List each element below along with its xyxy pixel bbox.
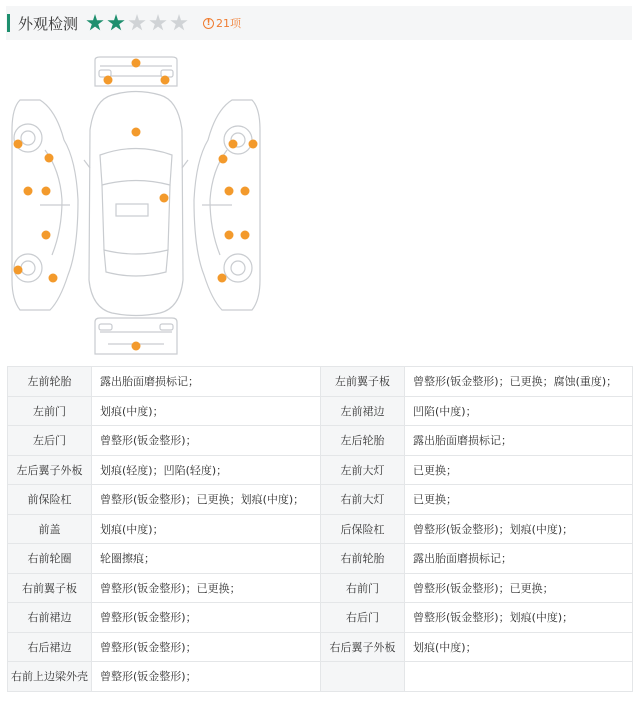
table-row — [8, 603, 633, 633]
damage-marker[interactable] — [42, 187, 51, 196]
car-damage-diagram — [0, 50, 300, 362]
damage-marker[interactable] — [225, 187, 234, 196]
damage-marker[interactable] — [104, 76, 113, 85]
part-label: 左后门 — [8, 426, 92, 456]
defect-value: 露出胎面磨损标记； — [405, 544, 633, 574]
damage-marker[interactable] — [45, 154, 54, 163]
part-label: 右前裙边 — [8, 603, 92, 633]
part-label: 右前大灯 — [321, 485, 405, 515]
defect-value: 曾整形(钣金整形)； — [92, 426, 321, 456]
damage-marker[interactable] — [132, 128, 141, 137]
part-label: 右前上边梁外壳 — [8, 662, 92, 692]
part-label: 左后翼子外板 — [8, 455, 92, 485]
part-label: 前保险杠 — [8, 485, 92, 515]
star-icon — [86, 14, 104, 32]
defect-value: 曾整形(钣金整形)； — [92, 662, 321, 692]
part-label: 左前大灯 — [321, 455, 405, 485]
damage-marker[interactable] — [249, 140, 258, 149]
part-label: 右后裙边 — [8, 632, 92, 662]
defect-value: 轮圈擦痕； — [92, 544, 321, 574]
defect-value: 划痕(中度)； — [405, 632, 633, 662]
damage-marker[interactable] — [49, 274, 58, 283]
defect-value: 露出胎面磨损标记； — [92, 367, 321, 397]
star-icon — [149, 14, 167, 32]
car-top-view — [84, 92, 188, 316]
issue-count[interactable] — [203, 15, 241, 31]
issue-count-label: 21项 — [216, 17, 242, 30]
damage-marker[interactable] — [132, 342, 141, 351]
table-row — [8, 485, 633, 515]
part-label — [321, 662, 405, 692]
defect-value — [405, 662, 633, 692]
section-accent-bar — [7, 14, 10, 32]
part-label: 左前裙边 — [321, 396, 405, 426]
star-icon — [170, 14, 188, 32]
table-row — [8, 367, 633, 397]
part-label: 右前门 — [321, 573, 405, 603]
defect-value: 曾整形(钣金整形)；划痕(中度)； — [405, 603, 633, 633]
part-label: 右前轮圈 — [8, 544, 92, 574]
defect-value: 凹陷(中度)； — [405, 396, 633, 426]
part-label: 左前轮胎 — [8, 367, 92, 397]
defect-value: 曾整形(钣金整形)；已更换； — [405, 573, 633, 603]
damage-marker[interactable] — [160, 194, 169, 203]
defect-value: 曾整形(钣金整形)；已更换；腐蚀(重度)； — [405, 367, 633, 397]
damage-marker[interactable] — [161, 76, 170, 85]
damage-marker[interactable] — [241, 231, 250, 240]
part-label: 右后翼子外板 — [321, 632, 405, 662]
defect-value: 曾整形(钣金整形)；已更换； — [92, 573, 321, 603]
part-label: 右前翼子板 — [8, 573, 92, 603]
info-icon: ! — [203, 18, 214, 29]
defect-value: 已更换； — [405, 485, 633, 515]
part-label: 右前轮胎 — [321, 544, 405, 574]
table-row — [8, 662, 633, 692]
defect-value: 露出胎面磨损标记； — [405, 426, 633, 456]
damage-marker[interactable] — [132, 59, 141, 68]
star-icon — [128, 14, 146, 32]
part-label: 左后轮胎 — [321, 426, 405, 456]
car-right-side-view — [194, 100, 260, 310]
defect-value: 曾整形(钣金整形)；已更换；划痕(中度)； — [92, 485, 321, 515]
damage-marker[interactable] — [14, 140, 23, 149]
table-row — [8, 573, 633, 603]
damage-marker[interactable] — [42, 231, 51, 240]
table-row — [8, 632, 633, 662]
star-icon — [107, 14, 125, 32]
damage-marker[interactable] — [218, 274, 227, 283]
damage-marker[interactable] — [229, 140, 238, 149]
damage-marker[interactable] — [241, 187, 250, 196]
defect-table — [7, 366, 633, 692]
table-row — [8, 426, 633, 456]
defect-value: 划痕(中度)； — [92, 514, 321, 544]
rating-stars — [86, 14, 191, 32]
car-left-side-view — [12, 100, 78, 310]
part-label: 右后门 — [321, 603, 405, 633]
defect-value: 已更换； — [405, 455, 633, 485]
damage-marker[interactable] — [225, 231, 234, 240]
part-label: 左前翼子板 — [321, 367, 405, 397]
damage-marker[interactable] — [24, 187, 33, 196]
table-row — [8, 544, 633, 574]
table-row — [8, 396, 633, 426]
table-row — [8, 514, 633, 544]
defect-value: 曾整形(钣金整形)； — [92, 603, 321, 633]
defect-value: 曾整形(钣金整形)；划痕(中度)； — [405, 514, 633, 544]
defect-value: 划痕(轻度)；凹陷(轻度)； — [92, 455, 321, 485]
table-row — [8, 455, 633, 485]
defect-value: 划痕(中度)； — [92, 396, 321, 426]
inspection-header — [6, 6, 632, 40]
defect-value: 曾整形(钣金整形)； — [92, 632, 321, 662]
part-label: 前盖 — [8, 514, 92, 544]
damage-marker[interactable] — [219, 155, 228, 164]
damage-marker[interactable] — [14, 266, 23, 275]
part-label: 后保险杠 — [321, 514, 405, 544]
part-label: 左前门 — [8, 396, 92, 426]
section-title: 外观检测 — [18, 14, 79, 33]
